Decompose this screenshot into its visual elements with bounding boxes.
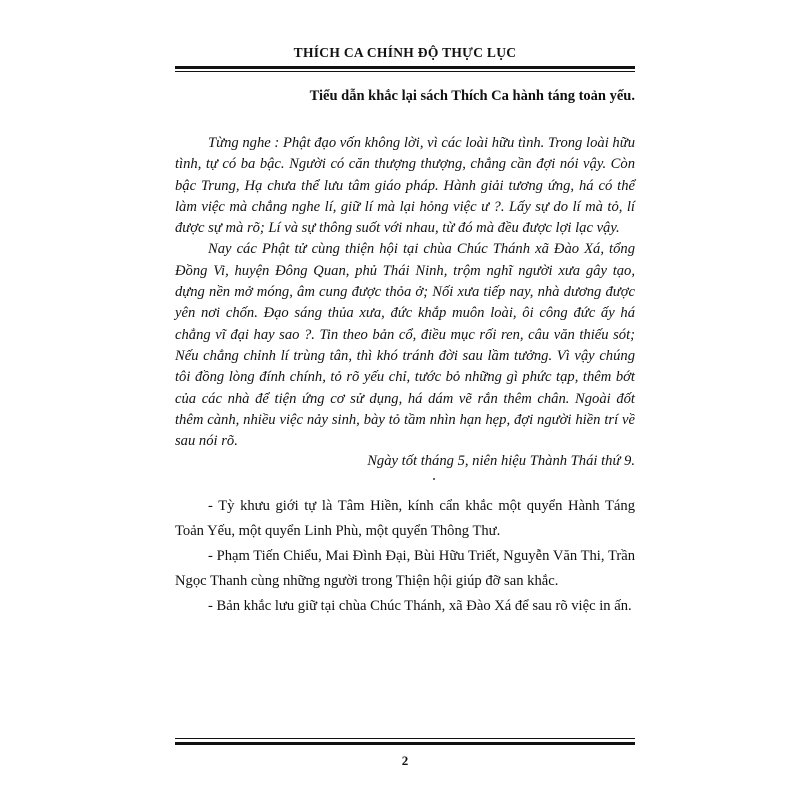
header-rule-thin <box>175 71 635 72</box>
header-rule-thick <box>175 66 635 69</box>
preface-paragraph-1: Từng nghe : Phật đạo vốn không lời, vì các loài hữu tình. Trong loài hữu tình, tự có ba bậc. Người có căn thượng thượng, chẳng cần đợi nói vậy. Còn bậc Trung, Hạ chưa thể lưu tâm giáo pháp. Hành giải tương ứng, há có thể làm việc mà chẳng nghe lí, giữ lí mà lại hỏng việc ư ?. Lấy sự do lí mà tỏ, lí được sự mà rõ; Lí và sự thông suốt với nhau, từ đó mà đều được lợi lạc vậy. <box>175 135 635 237</box>
preface-paragraph-2: Nay các Phật tử cùng thiện hội tại chùa Chúc Thánh xã Đào Xá, tổng Đồng Vi, huyện Đông Quan, phủ Thái Ninh, trộm nghĩ người xưa gây tạo, dựng nền mở móng, âm cung được thỏa ở; Nối xưa tiếp nay, nhà dương được yên nơi chốn. Đạo sáng thủa xưa, đức khắp muôn loài, ôi công đức ấy há chẳng vĩ đại hay sao ?. Tin theo bản cổ, điều mục rối ren, câu văn thiếu sót; Nếu chẳng chỉnh lí trùng tân, thì khó tránh đời sau lầm tưởng. Vì vậy chúng tôi đồng lòng đính chính, tỏ rõ yếu chỉ, tước bỏ những gì phức tạp, thêm bớt của các nhà để tiện ứng cơ sử dụng, há dám vẽ rắn thêm chân. Ngoài đốt thêm cành, nhiều việc nảy sinh, bày tỏ tầm nhìn hạn hẹp, đợi người hiền trí về sau nói rõ. <box>175 241 635 450</box>
preface-date-line: Ngày tốt tháng 5, niên hiệu Thành Thái thứ 9. <box>367 453 635 469</box>
credit-item-3: - Bản khắc lưu giữ tại chùa Chúc Thánh, xã Đào Xá để sau rõ việc in ấn. <box>208 598 632 614</box>
footer-rule-thin <box>175 738 635 739</box>
footer-rule-thick <box>175 742 635 745</box>
credits-block <box>175 494 635 619</box>
section-subtitle: Tiểu dẫn khắc lại sách Thích Ca hành táng toản yếu. <box>309 88 635 104</box>
credit-item-2: - Phạm Tiến Chiểu, Mai Đình Đại, Bùi Hữu Triết, Nguyễn Văn Thi, Trần Ngọc Thanh cùng những người trong Thiện hội giúp đỡ san khắc. <box>175 548 635 589</box>
preface-block <box>175 133 635 452</box>
credit-item-1: - Tỳ khưu giới tự là Tâm Hiền, kính cẩn khắc một quyển Hành Táng Toản Yếu, một quyển Linh Phù, một quyển Thông Thư. <box>175 498 635 539</box>
page-number: 2 <box>401 753 409 768</box>
running-header-title: THÍCH CA CHÍNH ĐỘ THỰC LỤC <box>293 45 517 60</box>
stray-dot-mark <box>433 478 435 480</box>
